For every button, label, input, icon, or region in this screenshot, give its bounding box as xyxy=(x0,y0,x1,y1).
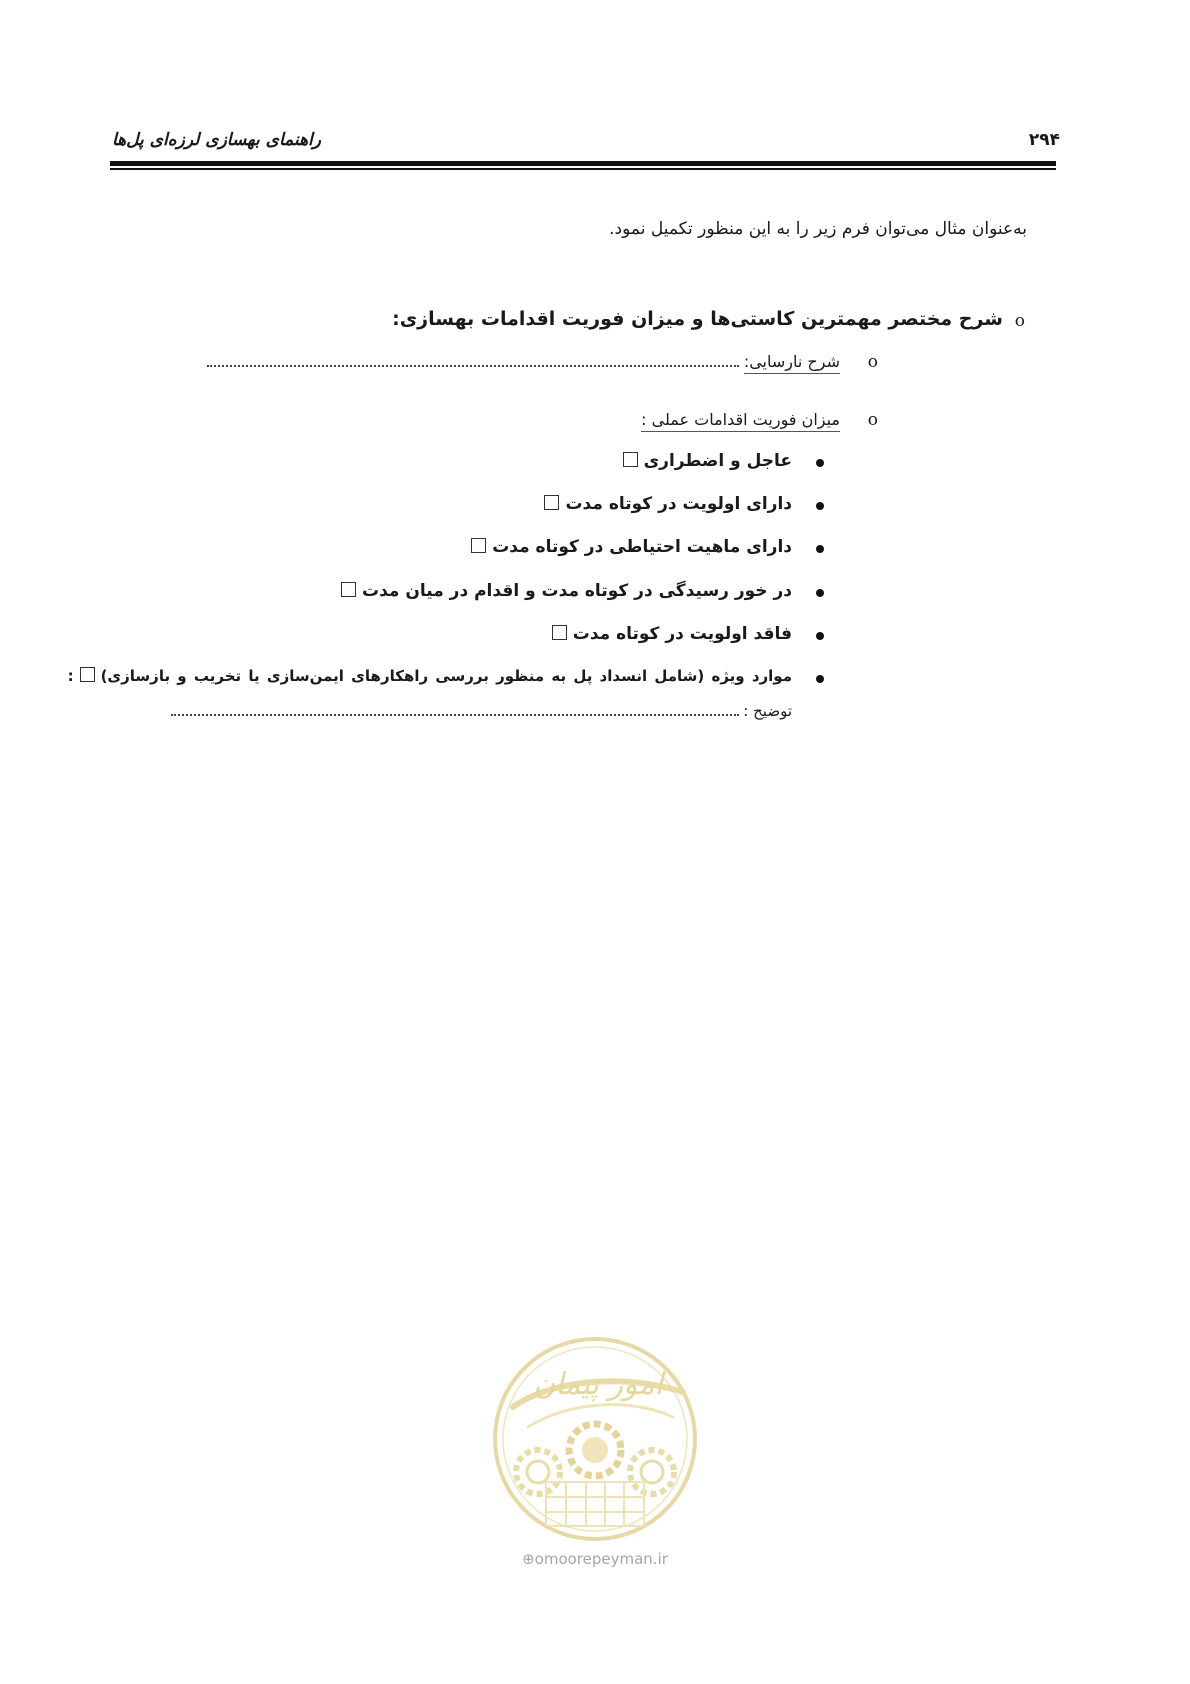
option-bullet xyxy=(816,632,824,640)
watermark-logo xyxy=(488,1332,702,1546)
option-checkbox[interactable] xyxy=(544,495,559,510)
globe-icon: ⊕ xyxy=(522,1550,535,1568)
special-cases-checkbox[interactable] xyxy=(80,667,95,682)
option-item xyxy=(538,494,792,514)
failure-description-blank[interactable] xyxy=(207,353,739,367)
option-label: در خور رسیدگی در کوتاه مدت و اقدام در میان مدت xyxy=(362,581,792,601)
option-bullet xyxy=(816,459,824,467)
urgency-label: میزان فوریت اقدامات عملی : xyxy=(641,410,840,432)
header-rule-thick xyxy=(110,161,1056,166)
option-bullet xyxy=(816,675,824,683)
option-item xyxy=(617,451,792,471)
option-label: دارای اولویت در کوتاه مدت xyxy=(565,494,792,514)
option-item xyxy=(335,581,792,601)
special-cases-item xyxy=(68,667,792,685)
special-cases-colon: : xyxy=(67,667,74,685)
option-item xyxy=(546,624,792,644)
section-heading: شرح مختصر مهمترین کاستی‌ها و میزان فوریت اقدامات بهسازی: xyxy=(392,308,1003,330)
page-number: ۲۹۴ xyxy=(1028,130,1060,150)
urgency-label-line xyxy=(641,410,840,429)
option-checkbox[interactable] xyxy=(552,625,567,640)
option-label: عاجل و اضطراری xyxy=(643,451,792,471)
option-label: فاقد اولویت در کوتاه مدت xyxy=(572,624,792,644)
watermark-logo-text: امور پیمان xyxy=(533,1367,663,1402)
note-label: توضیح : xyxy=(743,702,792,720)
note-blank[interactable] xyxy=(171,702,739,716)
intro-paragraph: به‌عنوان مثال می‌توان فرم زیر را به این منظور تکمیل نمود. xyxy=(609,219,1027,239)
header-rule-thin xyxy=(110,168,1056,170)
failure-description-label: شرح نارسایی: xyxy=(744,352,840,374)
option-label: دارای ماهیت احتیاطی در کوتاه مدت xyxy=(492,537,792,557)
option-bullet xyxy=(816,502,824,510)
special-cases-label: موارد ویژه (شامل انسداد پل به منظور بررسی راهکارهای ایمن‌سازی یا تخریب و بازسازی) xyxy=(100,667,792,685)
watermark-url: ⊕omoorepeyman.ir xyxy=(522,1550,668,1568)
note-line xyxy=(171,702,792,720)
sub-item-marker-1: o xyxy=(867,352,878,372)
option-checkbox[interactable] xyxy=(471,538,486,553)
option-checkbox[interactable] xyxy=(341,582,356,597)
option-bullet xyxy=(816,545,824,553)
option-item xyxy=(465,537,792,557)
failure-description-line xyxy=(207,352,840,371)
running-header-title: راهنمای بهسازی لرزه‌ای پل‌ها xyxy=(112,130,321,150)
option-checkbox[interactable] xyxy=(623,452,638,467)
heading-marker: o xyxy=(1014,311,1025,331)
option-bullet xyxy=(816,589,824,597)
sub-item-marker-2: o xyxy=(867,410,878,430)
